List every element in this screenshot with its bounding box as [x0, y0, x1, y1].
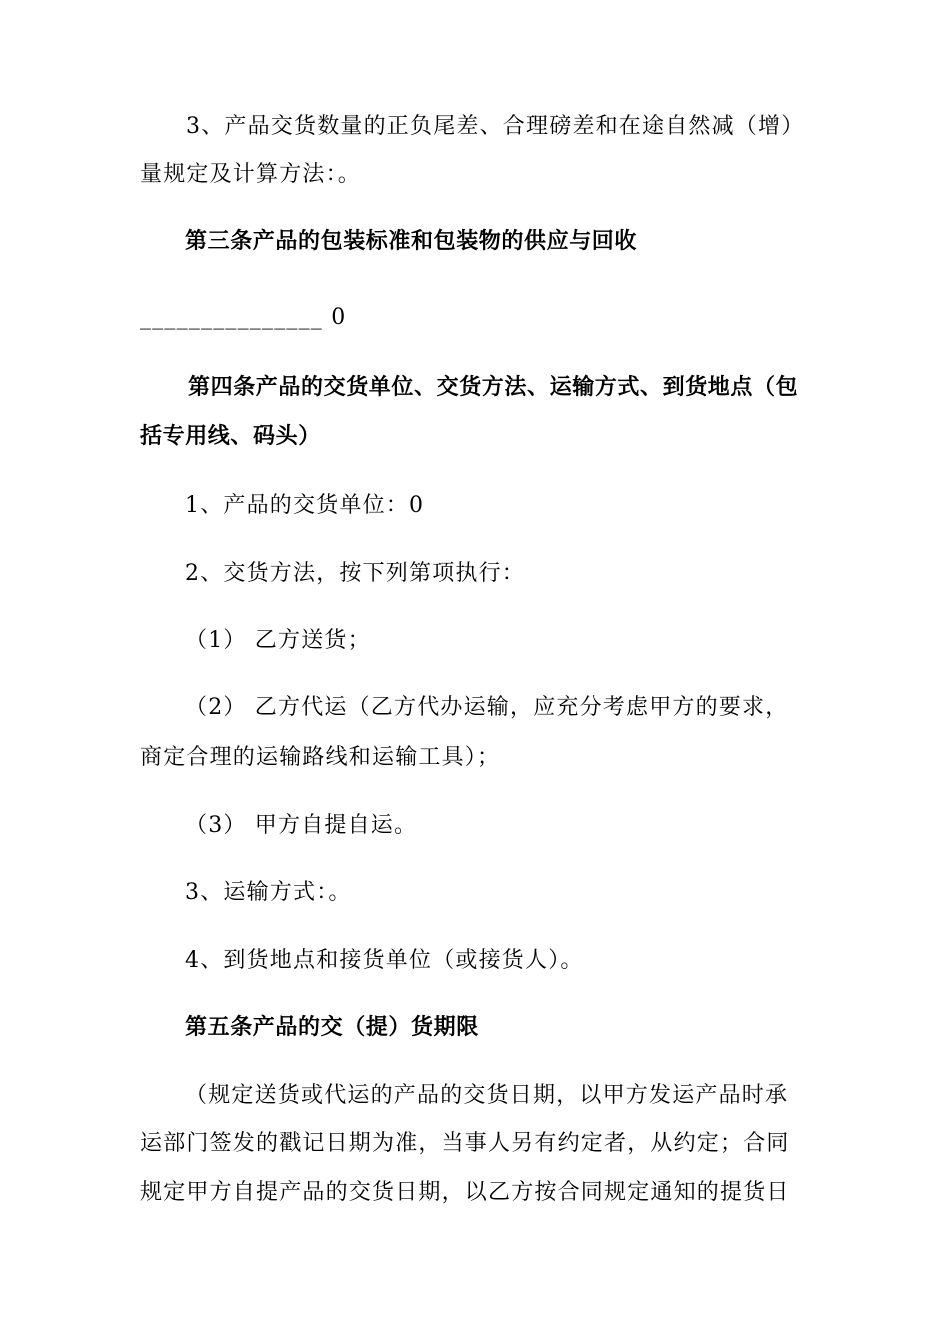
blank-fill-line: _______________ 0	[140, 305, 347, 330]
article-3-heading: 第三条产品的包装标准和包装物的供应与回收	[185, 229, 638, 254]
delivery-option-2-line-1: （2） 乙方代运（乙方代办运输，应充分考虑甲方的要求，	[185, 695, 789, 720]
article-5-body-line-2: 运部门签发的戳记日期为准，当事人另有约定者，从约定；合同	[140, 1131, 790, 1156]
delivery-unit-item: 1、产品的交货单位：0	[185, 493, 425, 518]
article-4-heading-line-1: 第四条产品的交货单位、交货方法、运输方式、到货地点（包	[188, 375, 799, 400]
transport-mode-item: 3、运输方式：。	[185, 880, 352, 905]
delivery-option-3: （3） 甲方自提自运。	[185, 813, 418, 838]
article-5-heading: 第五条产品的交（提）货期限	[185, 1015, 479, 1040]
article-5-body-line-1: （规定送货或代运的产品的交货日期，以甲方发运产品时承	[185, 1083, 789, 1108]
delivery-option-2-line-2: 商定合理的运输路线和运输工具）；	[140, 745, 501, 770]
article-4-heading-line-2: 括专用线、码头）	[140, 424, 321, 449]
arrival-place-item: 4、到货地点和接货单位（或接货人）。	[185, 948, 584, 973]
delivery-method-item: 2、交货方法，按下列第项执行：	[185, 561, 525, 586]
clause-item-3-line-1: 3、产品交货数量的正负尾差、合理磅差和在途自然减（增）	[186, 114, 805, 139]
article-5-body-line-3: 规定甲方自提产品的交货日期，以乙方按合同规定通知的提货日	[140, 1180, 790, 1205]
delivery-option-1: （1） 乙方送货；	[185, 628, 371, 653]
clause-item-3-line-2: 量规定及计算方法：。	[140, 162, 362, 187]
